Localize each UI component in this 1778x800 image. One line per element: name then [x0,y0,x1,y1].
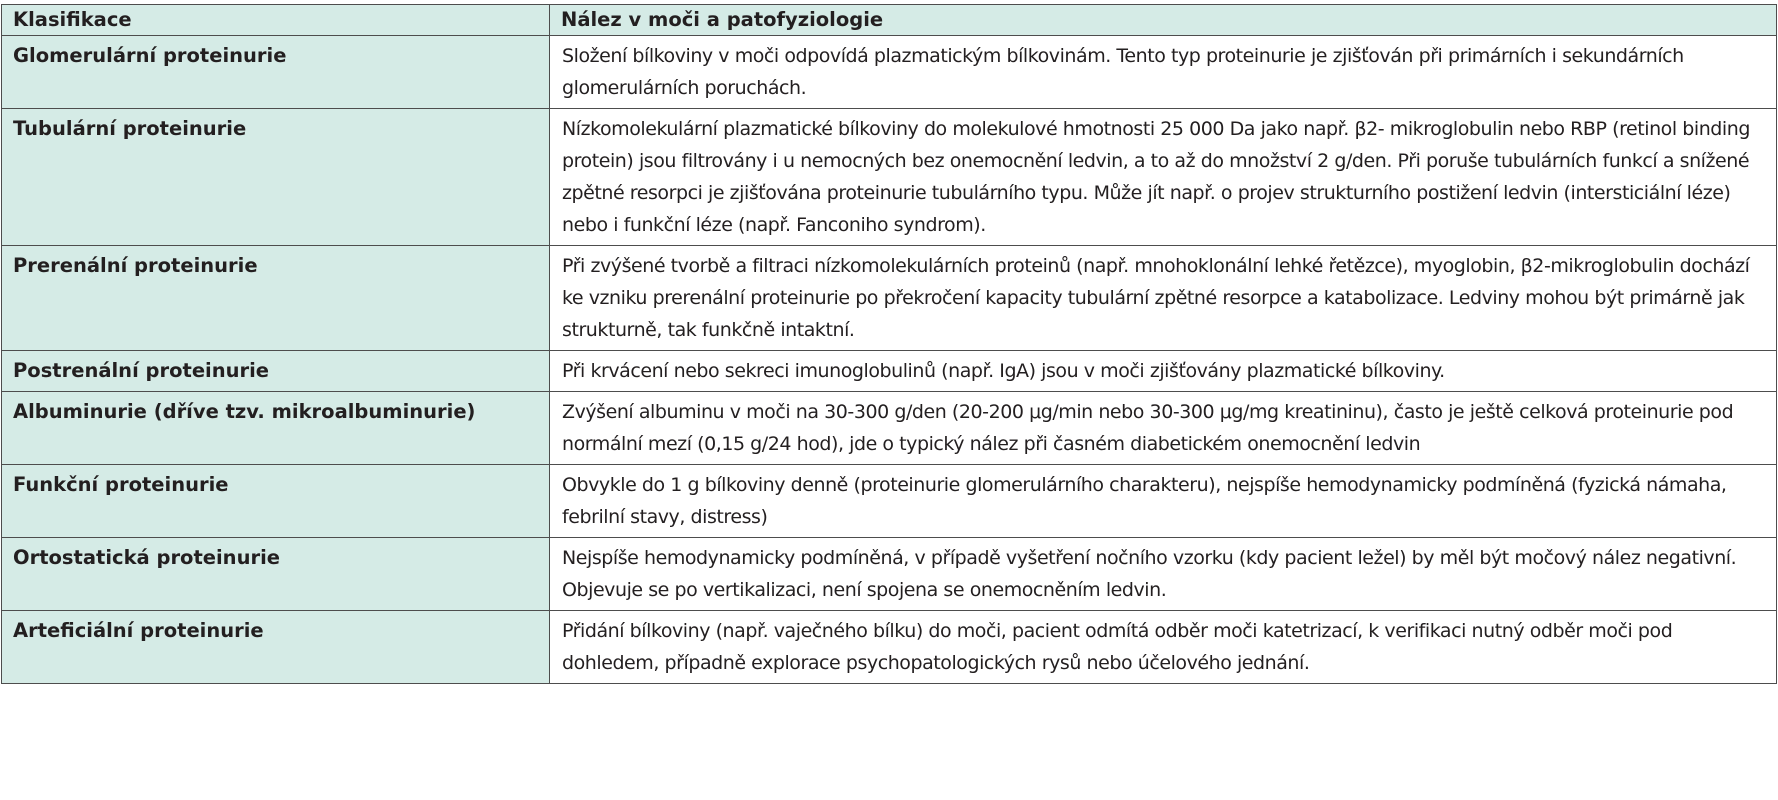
row-klasifikace-cell: Postrenální proteinurie [2,351,550,392]
row-klasifikace-cell: Funkční proteinurie [2,465,550,538]
row-klasifikace-cell: Prerenální proteinurie [2,246,550,351]
table-row [2,392,1777,465]
table-row [2,109,1777,246]
row-klasifikace-cell: Ortostatická proteinurie [2,538,550,611]
table-row [2,246,1777,351]
row-nalez-cell: Při zvýšené tvorbě a filtraci nízkomolekulárních proteinů (např. mnohoklonální lehké řetězce), myoglobin, β2-mikroglobulin dochází ke vzniku prerenální proteinurie po překročení kapacity tubulární zpětné resorpce a katabolizace. Ledviny mohou být primárně jak strukturně, tak funkčně intaktní. [550,246,1777,351]
header-klasifikace: Klasifikace [2,5,550,36]
row-klasifikace-cell: Glomerulární proteinurie [2,36,550,109]
header-row [2,5,1777,36]
row-klasifikace-cell: Albuminurie (dříve tzv. mikroalbuminurie) [2,392,550,465]
table-row [2,36,1777,109]
table-row [2,538,1777,611]
row-nalez-cell: Obvykle do 1 g bílkoviny denně (proteinurie glomerulárního charakteru), nejspíše hemodynamicky podmíněná (fyzická námaha, febrilní stavy, distress) [550,465,1777,538]
header-nalez: Nález v moči a patofyziologie [550,5,1777,36]
table-row [2,611,1777,684]
row-nalez-cell: Nízkomolekulární plazmatické bílkoviny do molekulové hmotnosti 25 000 Da jako např. β2- mikroglobulin nebo RBP (retinol binding protein) jsou filtrovány i u nemocných bez onemocnění ledvin, a to až do množství 2 g/den. Při poruše tubulárních funkcí a snížené zpětné resorpci je zjišťována proteinurie tubulárního typu. Může jít např. o projev strukturního postižení ledvin (intersticiální léze) nebo i funkční léze (např. Fanconiho syndrom). [550,109,1777,246]
proteinuria-classification-table [1,4,1777,684]
row-nalez-cell: Nejspíše hemodynamicky podmíněná, v případě vyšetření nočního vzorku (kdy pacient ležel) by měl být močový nález negativní. Objevuje se po vertikalizaci, není spojena se onemocněním ledvin. [550,538,1777,611]
table-row [2,465,1777,538]
table-row [2,351,1777,392]
row-klasifikace-cell: Tubulární proteinurie [2,109,550,246]
row-nalez-cell: Složení bílkoviny v moči odpovídá plazmatickým bílkovinám. Tento typ proteinurie je zjišťován při primárních i sekundárních glomerulárních poruchách. [550,36,1777,109]
row-nalez-cell: Přidání bílkoviny (např. vaječného bílku) do moči, pacient odmítá odběr moči katetrizací, k verifikaci nutný odběr moči pod dohledem, případně explorace psychopatologických rysů nebo účelového jednání. [550,611,1777,684]
row-klasifikace-cell: Arteficiální proteinurie [2,611,550,684]
row-nalez-cell: Zvýšení albuminu v moči na 30-300 g/den (20-200 μg/min nebo 30-300 μg/mg kreatininu), často je ještě celková proteinurie pod normální mezí (0,15 g/24 hod), jde o typický nález při časném diabetickém onemocnění ledvin [550,392,1777,465]
row-nalez-cell: Při krvácení nebo sekreci imunoglobulinů (např. IgA) jsou v moči zjišťovány plazmatické bílkoviny. [550,351,1777,392]
